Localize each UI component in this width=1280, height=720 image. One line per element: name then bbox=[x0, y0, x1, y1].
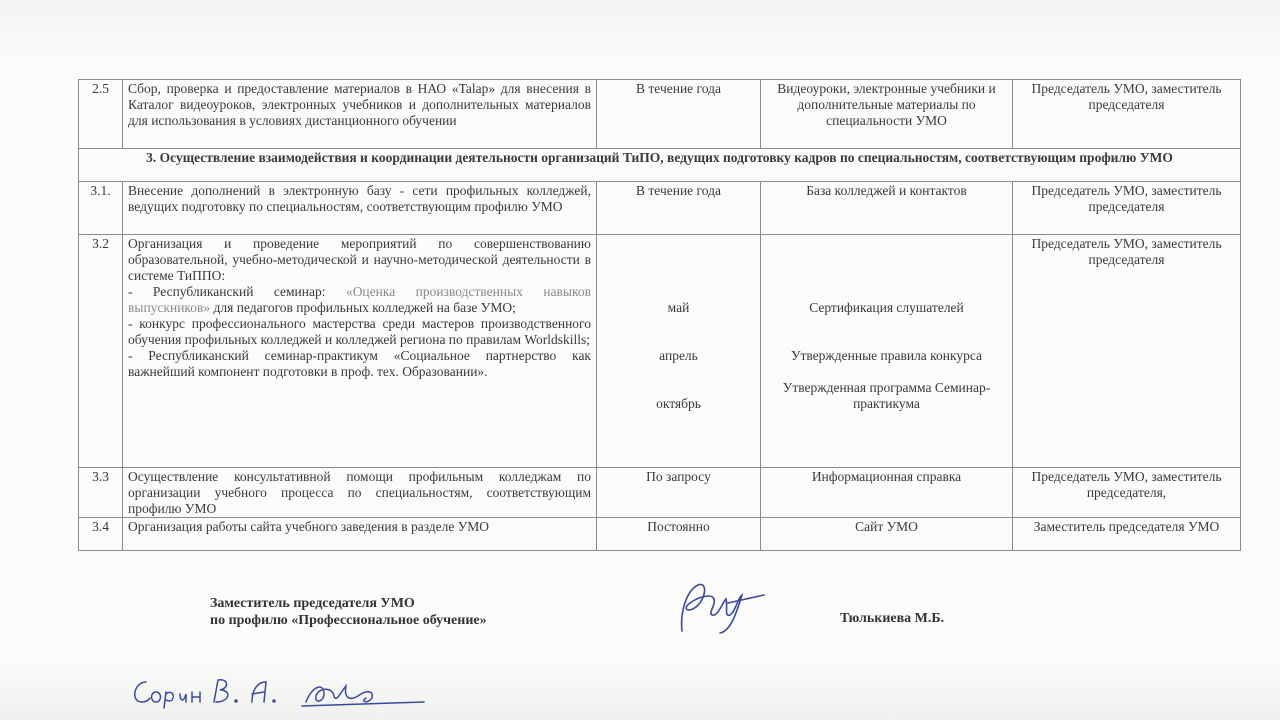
signature bbox=[668, 573, 768, 643]
task-item-seminar-lead: - Республиканский семинар: bbox=[128, 284, 346, 299]
row-result: Информационная справка bbox=[761, 468, 1013, 518]
table-row-3-4 bbox=[79, 518, 1241, 551]
task-intro: Организация и проведение мероприятий по совершенствованию образовательной, учебно-методической и научно-методической деятельности в системе ТиППО: bbox=[128, 236, 591, 283]
signatory-title-line2: по профилю «Профессиональное обучение» bbox=[210, 613, 487, 628]
row-term: По запросу bbox=[597, 468, 761, 518]
task-item-contest: - конкурс профессионального мастерства среди мастеров производственного обучения профильных колледжей и колледжей региона по правилам Worldskills; bbox=[128, 316, 591, 347]
row-number: 3.4 bbox=[79, 518, 123, 551]
task-item-seminar bbox=[128, 284, 591, 316]
row-task bbox=[123, 235, 597, 468]
row-result: Видеоуроки, электронные учебники и дополнительные материалы по специальности УМО bbox=[761, 80, 1013, 149]
row-task: Сбор, проверка и предоставление материалов в НАО «Talap» для внесения в Каталог видеоуроков, электронных учебников и дополнительных материалов для использования в условиях дистанционного обучении bbox=[123, 80, 597, 149]
table-row-3-3 bbox=[79, 468, 1241, 518]
task-item-seminar-title: «Оценка производственных навыков выпускников» bbox=[128, 284, 591, 315]
handwritten-note bbox=[128, 672, 428, 714]
term-may: май bbox=[667, 300, 690, 315]
row-number: 3.3 bbox=[79, 468, 123, 518]
section-header-3 bbox=[79, 149, 1241, 182]
row-responsible: Председатель УМО, заместитель председателя bbox=[1013, 80, 1241, 149]
row-term bbox=[597, 235, 761, 468]
signatory-title bbox=[210, 595, 487, 629]
task-item-seminar-tail: для педагогов профильных колледжей на базе УМО; bbox=[210, 300, 516, 315]
result-certification: Сертификация слушателей bbox=[809, 300, 964, 315]
term-april: апрель bbox=[659, 348, 698, 363]
row-term: Постоянно bbox=[597, 518, 761, 551]
row-task: Осуществление консультативной помощи профильным колледжам по организации учебного процесса по специальностям, соответствующим профилю УМО bbox=[123, 468, 597, 518]
table-row-2-5 bbox=[79, 80, 1241, 149]
row-number: 2.5 bbox=[79, 80, 123, 149]
signatory-name: Тюлькиева М.Б. bbox=[840, 611, 945, 626]
row-task: Организация работы сайта учебного заведения в разделе УМО bbox=[123, 518, 597, 551]
table-row-3-2 bbox=[79, 235, 1241, 468]
row-result: База колледжей и контактов bbox=[761, 182, 1013, 235]
row-result bbox=[761, 235, 1013, 468]
table-row-3-1 bbox=[79, 182, 1241, 235]
result-program: Утвержденная программа Семинар-практикума bbox=[782, 380, 991, 411]
row-result: Сайт УМО bbox=[761, 518, 1013, 551]
signatory-title-line1: Заместитель председателя УМО bbox=[210, 596, 415, 611]
plan-table bbox=[78, 79, 1241, 551]
row-responsible: Заместитель председателя УМО bbox=[1013, 518, 1241, 551]
row-responsible: Председатель УМО, заместитель председателя, bbox=[1013, 468, 1241, 518]
task-item-workshop: - Республиканский семинар-практикум «Социальное партнерство как важнейший компонент подготовки в проф. тех. Образовании». bbox=[128, 348, 591, 379]
row-number: 3.1. bbox=[79, 182, 123, 235]
row-task: Внесение дополнений в электронную базу - сети профильных колледжей, ведущих подготовку по специальностям, соответствующим профилю УМО bbox=[123, 182, 597, 235]
section-title: 3. Осуществление взаимодействия и координации деятельности организаций ТиПО, ведущих подготовку кадров по специальностям, соответствующим профилю УМО bbox=[79, 149, 1241, 182]
row-term: В течение года bbox=[597, 182, 761, 235]
row-number: 3.2 bbox=[79, 235, 123, 468]
term-october: октябрь bbox=[656, 396, 701, 411]
row-term: В течение года bbox=[597, 80, 761, 149]
row-responsible: Председатель УМО, заместитель председателя bbox=[1013, 182, 1241, 235]
result-rules: Утвержденные правила конкурса bbox=[790, 348, 983, 363]
row-responsible: Председатель УМО, заместитель председателя bbox=[1013, 235, 1241, 468]
